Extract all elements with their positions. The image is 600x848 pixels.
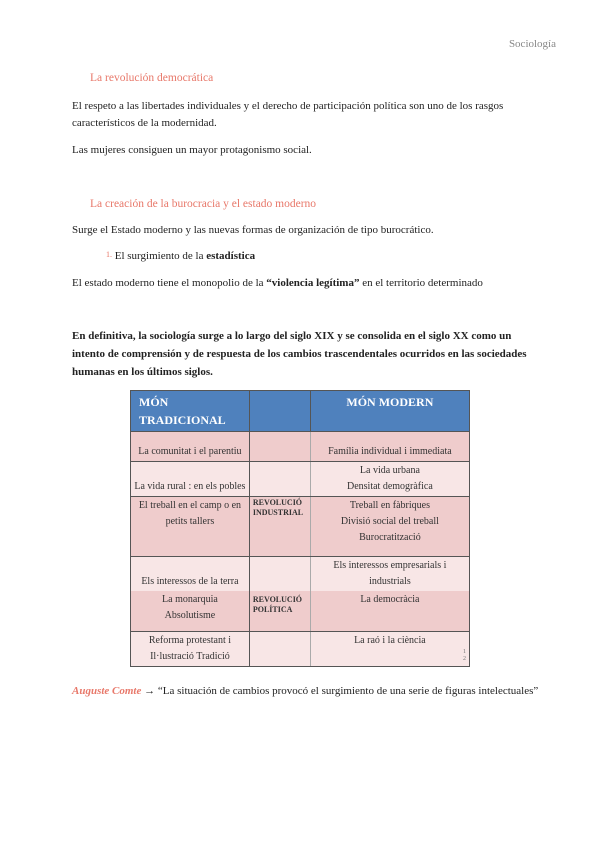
cell-revolution: REVOLUCIÓ INDUSTRIAL [249,497,310,557]
footnote-ref[interactable]: 1 [463,648,466,655]
quote-author: Auguste Comte [72,685,142,697]
paragraph: El respeto a las libertades individuales y el derecho de participación política son uno de los rasgos [72,100,504,112]
paragraph [72,277,483,289]
list-item [106,250,255,262]
cell: Reforma protestant i Il·lustració Tradició [131,631,250,666]
cell: Els interessos de la terra [131,557,250,592]
cell [310,631,469,666]
list-bold: estadística [206,250,256,262]
text: El estado moderno tiene el monopolio de la [72,277,267,289]
text: en el territorio determinado [359,277,483,289]
cell-line: La raó i la ciència [354,634,426,646]
cell [249,631,310,666]
conclusion-line: En definitiva, la sociología surge a lo largo del siglo XIX y se consolida en el siglo XX como un [72,330,512,342]
cell [131,591,250,631]
cell [310,497,469,557]
cell-line: La vida urbana [359,465,420,476]
footnote-ref[interactable]: 2 [463,655,466,662]
arrow-icon: → [144,685,156,697]
paragraph: característicos de la modernidad. [72,117,217,129]
quote-line [72,685,538,697]
cell-line: Densitat demogràfica [347,481,433,492]
cell [249,432,310,462]
cell-line: Absolutisme [164,610,216,621]
header-empty [249,391,310,432]
section-heading: La creación de la burocracia y el estado moderno [90,198,317,210]
bold-text: “violencia legítima” [266,277,360,289]
list-number: 1. [106,250,112,259]
cell-line: La monarquia [162,594,218,605]
cell [249,557,310,592]
cell: La vida rural : en els pobles [131,462,250,497]
cell-line: Treball en fàbriques [349,500,430,511]
cell-line: Divisió social del treball [340,516,439,527]
page-header: Sociología [508,38,556,50]
section-heading: La revolución democrática [90,72,214,84]
header-traditional: MÓN TRADICIONAL [131,391,250,432]
cell: Família individual i immediata [310,432,469,462]
cell-line: Burocratització [359,532,421,543]
quote-text: “La situación de cambios provocó el surgimiento de una serie de figuras intelectuales” [157,685,539,697]
list-text: El surgimiento de la [114,250,207,262]
cell: La democràcia [310,591,469,631]
cell-revolution: REVOLUCIÓ POLÍTICA [249,591,310,631]
conclusion-line: intento de comprensión y de respuesta de los cambios trascendentales ocurridos en las sociedades [72,348,527,360]
cell [249,462,310,497]
header-modern: MÓN MODERN [310,391,469,432]
paragraph: Surge el Estado moderno y las nuevas formas de organización de tipo burocrático. [72,224,434,236]
cell: La comunitat i el parentiu [131,432,250,462]
comparison-table [130,390,470,667]
paragraph: Las mujeres consiguen un mayor protagonismo social. [72,144,312,156]
cell: Els interessos empresarials i industrials [310,557,469,592]
cell [310,462,469,497]
cell: El treball en el camp o en petits tallers [131,497,250,557]
conclusion-line: humanas en los últimos siglos. [72,366,213,378]
